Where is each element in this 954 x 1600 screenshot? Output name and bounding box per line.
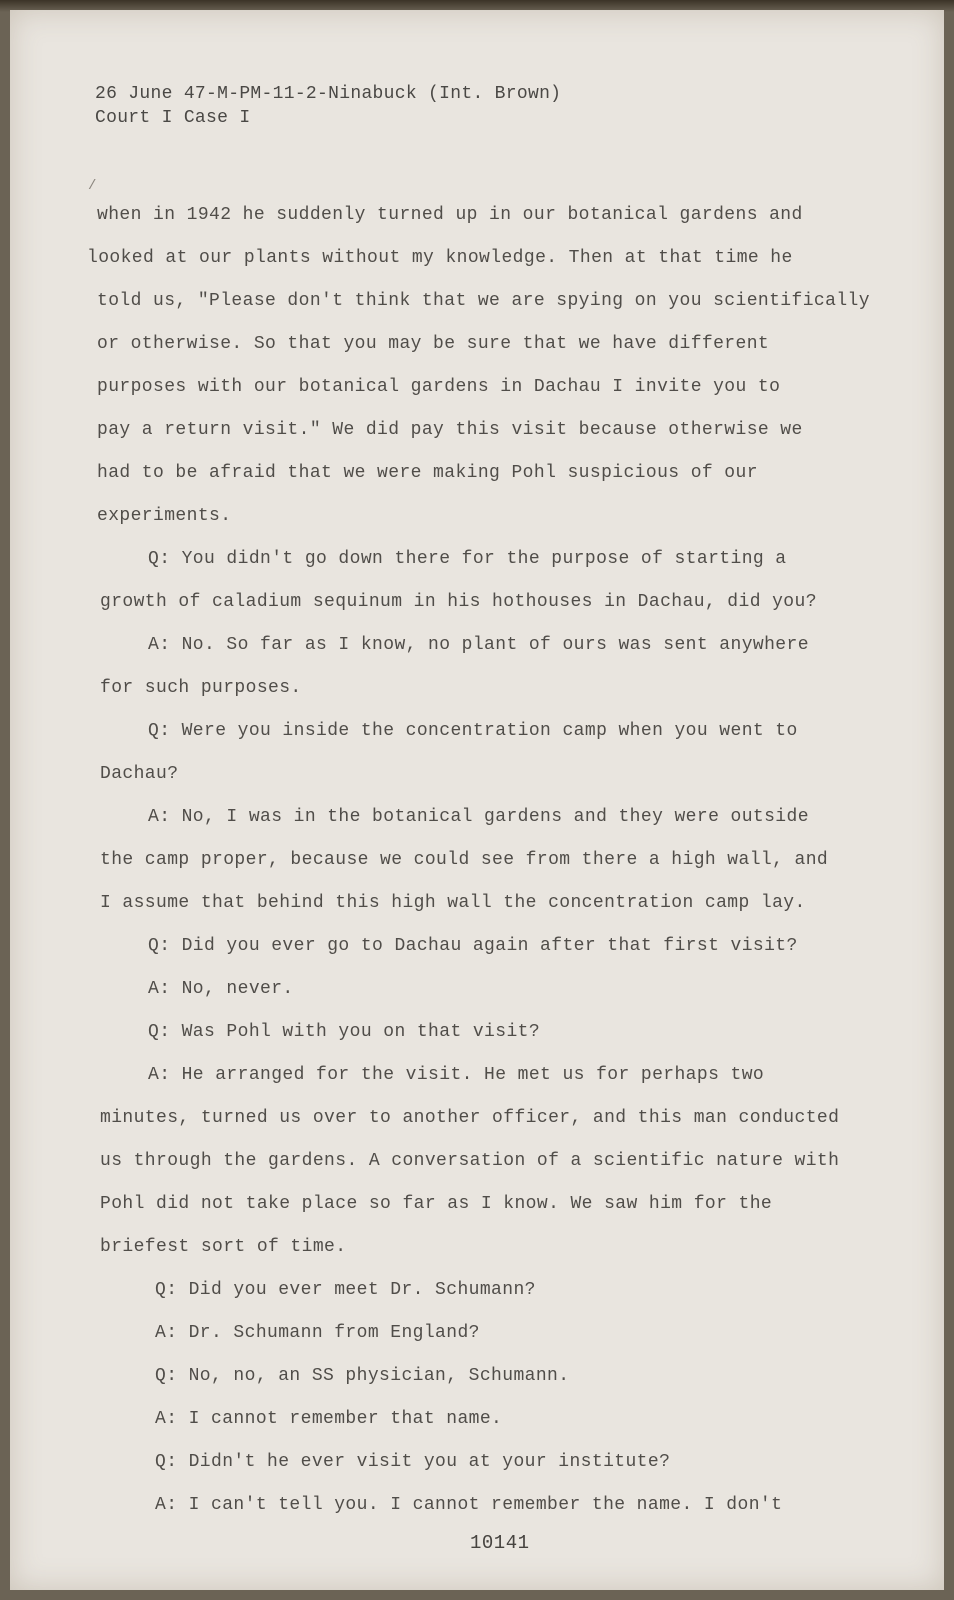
body-line: A: No. So far as I know, no plant of ours was sent anywhere [148, 635, 809, 655]
body-line: A: I can't tell you. I cannot remember the name. I don't [155, 1495, 783, 1515]
body-line: experiments. [97, 506, 232, 526]
header-case-reference: 26 June 47-M-PM-11-2-Ninabuck (Int. Brown) [95, 84, 562, 104]
body-line: A: He arranged for the visit. He met us for perhaps two [148, 1065, 765, 1085]
document-page [10, 10, 944, 1590]
body-line: Q: Did you ever meet Dr. Schumann? [155, 1280, 536, 1300]
body-line: purposes with our botanical gardens in Dachau I invite you to [97, 377, 781, 397]
stray-mark: / [88, 178, 97, 194]
body-line: or otherwise. So that you may be sure that we have different [97, 334, 770, 354]
body-line: I assume that behind this high wall the concentration camp lay. [100, 893, 806, 913]
body-line: us through the gardens. A conversation of a scientific nature with [100, 1151, 840, 1171]
body-line: Q: Were you inside the concentration camp when you went to [148, 721, 798, 741]
body-line: when in 1942 he suddenly turned up in our botanical gardens and [97, 205, 803, 225]
body-line: Q: Didn't he ever visit you at your institute? [155, 1452, 671, 1472]
body-line: for such purposes. [100, 678, 302, 698]
body-line: Q: Did you ever go to Dachau again after that first visit? [148, 936, 798, 956]
body-line: pay a return visit." We did pay this visit because otherwise we [97, 420, 803, 440]
body-line: A: No, I was in the botanical gardens and they were outside [148, 807, 809, 827]
header-court: Court I Case I [95, 108, 251, 128]
body-line: Pohl did not take place so far as I know. We saw him for the [100, 1194, 773, 1214]
body-line: Q: You didn't go down there for the purpose of starting a [148, 549, 787, 569]
body-line: A: I cannot remember that name. [155, 1409, 503, 1429]
body-line: briefest sort of time. [100, 1237, 347, 1257]
body-line: growth of caladium sequinum in his hothouses in Dachau, did you? [100, 592, 817, 612]
document-header [95, 82, 561, 130]
body-line: Dachau? [100, 764, 179, 784]
body-line: told us, "Please don't think that we are spying on you scientifically [97, 291, 870, 311]
body-line: had to be afraid that we were making Pohl suspicious of our [97, 463, 758, 483]
body-line: Q: Was Pohl with you on that visit? [148, 1022, 541, 1042]
body-line: A: Dr. Schumann from England? [155, 1323, 480, 1343]
page-number: 10141 [470, 1532, 530, 1554]
body-line: looked at our plants without my knowledge. Then at that time he [87, 248, 793, 268]
body-line: Q: No, no, an SS physician, Schumann. [155, 1366, 570, 1386]
body-line: the camp proper, because we could see from there a high wall, and [100, 850, 829, 870]
body-line: minutes, turned us over to another officer, and this man conducted [100, 1108, 840, 1128]
body-line: A: No, never. [148, 979, 294, 999]
